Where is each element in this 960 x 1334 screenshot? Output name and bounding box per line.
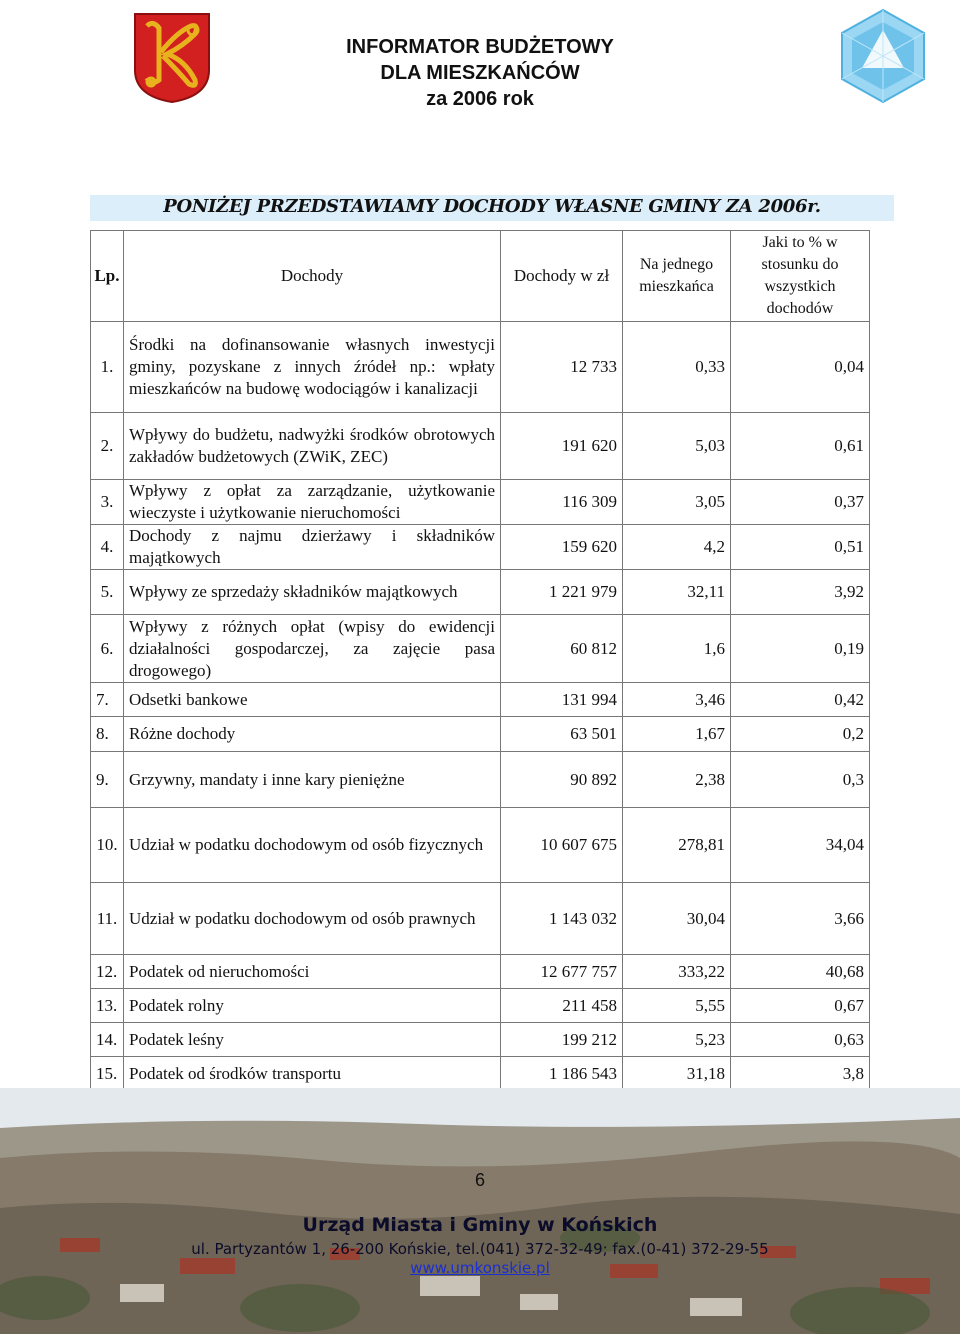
footer-organization: Urząd Miasta i Gminy w Końskich xyxy=(302,1214,658,1236)
row-per-resident: 4,2 xyxy=(623,525,731,570)
row-per-resident: 32,11 xyxy=(623,570,731,615)
row-per-resident: 5,55 xyxy=(623,989,731,1023)
row-number: 14. xyxy=(91,1023,124,1057)
row-per-resident: 333,22 xyxy=(623,955,731,989)
row-number: 9. xyxy=(91,752,124,808)
row-number: 11. xyxy=(91,883,124,955)
section-banner xyxy=(90,195,894,221)
row-percent: 0,42 xyxy=(731,683,870,717)
revenue-table xyxy=(90,230,870,1091)
row-description: Różne dochody xyxy=(124,717,501,752)
table-row xyxy=(91,480,870,525)
footer-address: ul. Partyzantów 1, 26-200 Końskie, tel.(041) 372-32-49; fax.(0-41) 372-29-55 xyxy=(191,1240,769,1258)
row-percent: 0,04 xyxy=(731,322,870,413)
row-percent: 3,92 xyxy=(731,570,870,615)
row-description: Środki na dofinansowanie własnych inwestycji gminy, pozyskane z innych źródeł np.: wpłaty mieszkańców na budowę wodociągów i kanalizacji xyxy=(124,322,501,413)
row-amount-zl: 12 733 xyxy=(501,322,623,413)
row-amount-zl: 1 221 979 xyxy=(501,570,623,615)
table-row xyxy=(91,570,870,615)
row-percent: 0,63 xyxy=(731,1023,870,1057)
table-row xyxy=(91,525,870,570)
row-number: 3. xyxy=(91,480,124,525)
header-zl: Dochody w zł xyxy=(501,231,623,322)
row-amount-zl: 1 186 543 xyxy=(501,1057,623,1091)
row-percent: 0,61 xyxy=(731,413,870,480)
row-number: 4. xyxy=(91,525,124,570)
row-amount-zl: 60 812 xyxy=(501,615,623,683)
document-title xyxy=(250,34,710,112)
header-lp: Lp. xyxy=(91,231,124,322)
row-per-resident: 5,23 xyxy=(623,1023,731,1057)
row-description: Wpływy z opłat za zarządzanie, użytkowanie wieczyste i użytkowanie nieruchomości xyxy=(124,480,501,525)
row-description: Udział w podatku dochodowym od osób fizycznych xyxy=(124,808,501,883)
row-percent: 3,66 xyxy=(731,883,870,955)
page-number: 6 xyxy=(474,1170,485,1190)
row-number: 8. xyxy=(91,717,124,752)
table-row xyxy=(91,955,870,989)
row-per-resident: 2,38 xyxy=(623,752,731,808)
row-amount-zl: 10 607 675 xyxy=(501,808,623,883)
table-row xyxy=(91,683,870,717)
row-amount-zl: 191 620 xyxy=(501,413,623,480)
row-number: 5. xyxy=(91,570,124,615)
row-per-resident: 30,04 xyxy=(623,883,731,955)
row-amount-zl: 90 892 xyxy=(501,752,623,808)
row-amount-zl: 116 309 xyxy=(501,480,623,525)
row-description: Grzywny, mandaty i inne kary pieniężne xyxy=(124,752,501,808)
row-number: 12. xyxy=(91,955,124,989)
row-description: Wpływy z różnych opłat (wpisy do ewidencji działalności gospodarczej, za zajęcie pasa drogowego) xyxy=(124,615,501,683)
banner-text: PONIŻEJ PRZEDSTAWIAMY DOCHODY WŁASNE GMINY ZA 2006r. xyxy=(163,196,821,217)
title-line-2: DLA MIESZKAŃCÓW xyxy=(380,62,580,84)
row-amount-zl: 199 212 xyxy=(501,1023,623,1057)
footer-website-link[interactable]: www.umkonskie.pl xyxy=(410,1259,550,1277)
row-description: Udział w podatku dochodowym od osób prawnych xyxy=(124,883,501,955)
row-amount-zl: 131 994 xyxy=(501,683,623,717)
table-row xyxy=(91,1023,870,1057)
row-number: 7. xyxy=(91,683,124,717)
table-row xyxy=(91,752,870,808)
row-description: Dochody z najmu dzierżawy i składników majątkowych xyxy=(124,525,501,570)
table-header-row xyxy=(91,231,870,322)
header-desc: Dochody xyxy=(124,231,501,322)
row-per-resident: 1,6 xyxy=(623,615,731,683)
row-per-resident: 0,33 xyxy=(623,322,731,413)
table-row xyxy=(91,413,870,480)
row-description: Wpływy ze sprzedaży składników majątkowych xyxy=(124,570,501,615)
header-percent: Jaki to % w stosunku do wszystkich dochodów xyxy=(731,231,870,322)
row-number: 1. xyxy=(91,322,124,413)
table-row xyxy=(91,808,870,883)
row-per-resident: 3,46 xyxy=(623,683,731,717)
row-percent: 3,8 xyxy=(731,1057,870,1091)
row-number: 10. xyxy=(91,808,124,883)
table-row xyxy=(91,1057,870,1091)
row-percent: 0,67 xyxy=(731,989,870,1023)
row-percent: 0,51 xyxy=(731,525,870,570)
row-amount-zl: 159 620 xyxy=(501,525,623,570)
row-number: 13. xyxy=(91,989,124,1023)
town-photo xyxy=(0,1088,960,1334)
row-amount-zl: 63 501 xyxy=(501,717,623,752)
table-row xyxy=(91,717,870,752)
title-line-3: za 2006 rok xyxy=(426,88,534,110)
row-percent: 40,68 xyxy=(731,955,870,989)
table-row xyxy=(91,883,870,955)
row-per-resident: 3,05 xyxy=(623,480,731,525)
row-percent: 0,19 xyxy=(731,615,870,683)
town-skyline-image xyxy=(0,1088,960,1334)
row-per-resident: 5,03 xyxy=(623,413,731,480)
row-number: 15. xyxy=(91,1057,124,1091)
table-row xyxy=(91,615,870,683)
coat-of-arms-icon xyxy=(133,12,211,104)
row-description: Podatek leśny xyxy=(124,1023,501,1057)
row-description: Odsetki bankowe xyxy=(124,683,501,717)
table-row xyxy=(91,322,870,413)
row-per-resident: 31,18 xyxy=(623,1057,731,1091)
row-per-resident: 278,81 xyxy=(623,808,731,883)
row-amount-zl: 211 458 xyxy=(501,989,623,1023)
row-description: Podatek rolny xyxy=(124,989,501,1023)
hexagon-logo-icon xyxy=(838,8,928,104)
row-percent: 0,3 xyxy=(731,752,870,808)
header-per-resident: Na jednego mieszkańca xyxy=(623,231,731,322)
table-row xyxy=(91,989,870,1023)
row-percent: 0,37 xyxy=(731,480,870,525)
row-number: 6. xyxy=(91,615,124,683)
row-description: Podatek od nieruchomości xyxy=(124,955,501,989)
row-percent: 34,04 xyxy=(731,808,870,883)
row-per-resident: 1,67 xyxy=(623,717,731,752)
row-number: 2. xyxy=(91,413,124,480)
row-percent: 0,2 xyxy=(731,717,870,752)
row-amount-zl: 1 143 032 xyxy=(501,883,623,955)
row-description: Wpływy do budżetu, nadwyżki środków obrotowych zakładów budżetowych (ZWiK, ZEC) xyxy=(124,413,501,480)
title-line-1: INFORMATOR BUDŻETOWY xyxy=(346,36,614,58)
row-amount-zl: 12 677 757 xyxy=(501,955,623,989)
row-description: Podatek od środków transportu xyxy=(124,1057,501,1091)
